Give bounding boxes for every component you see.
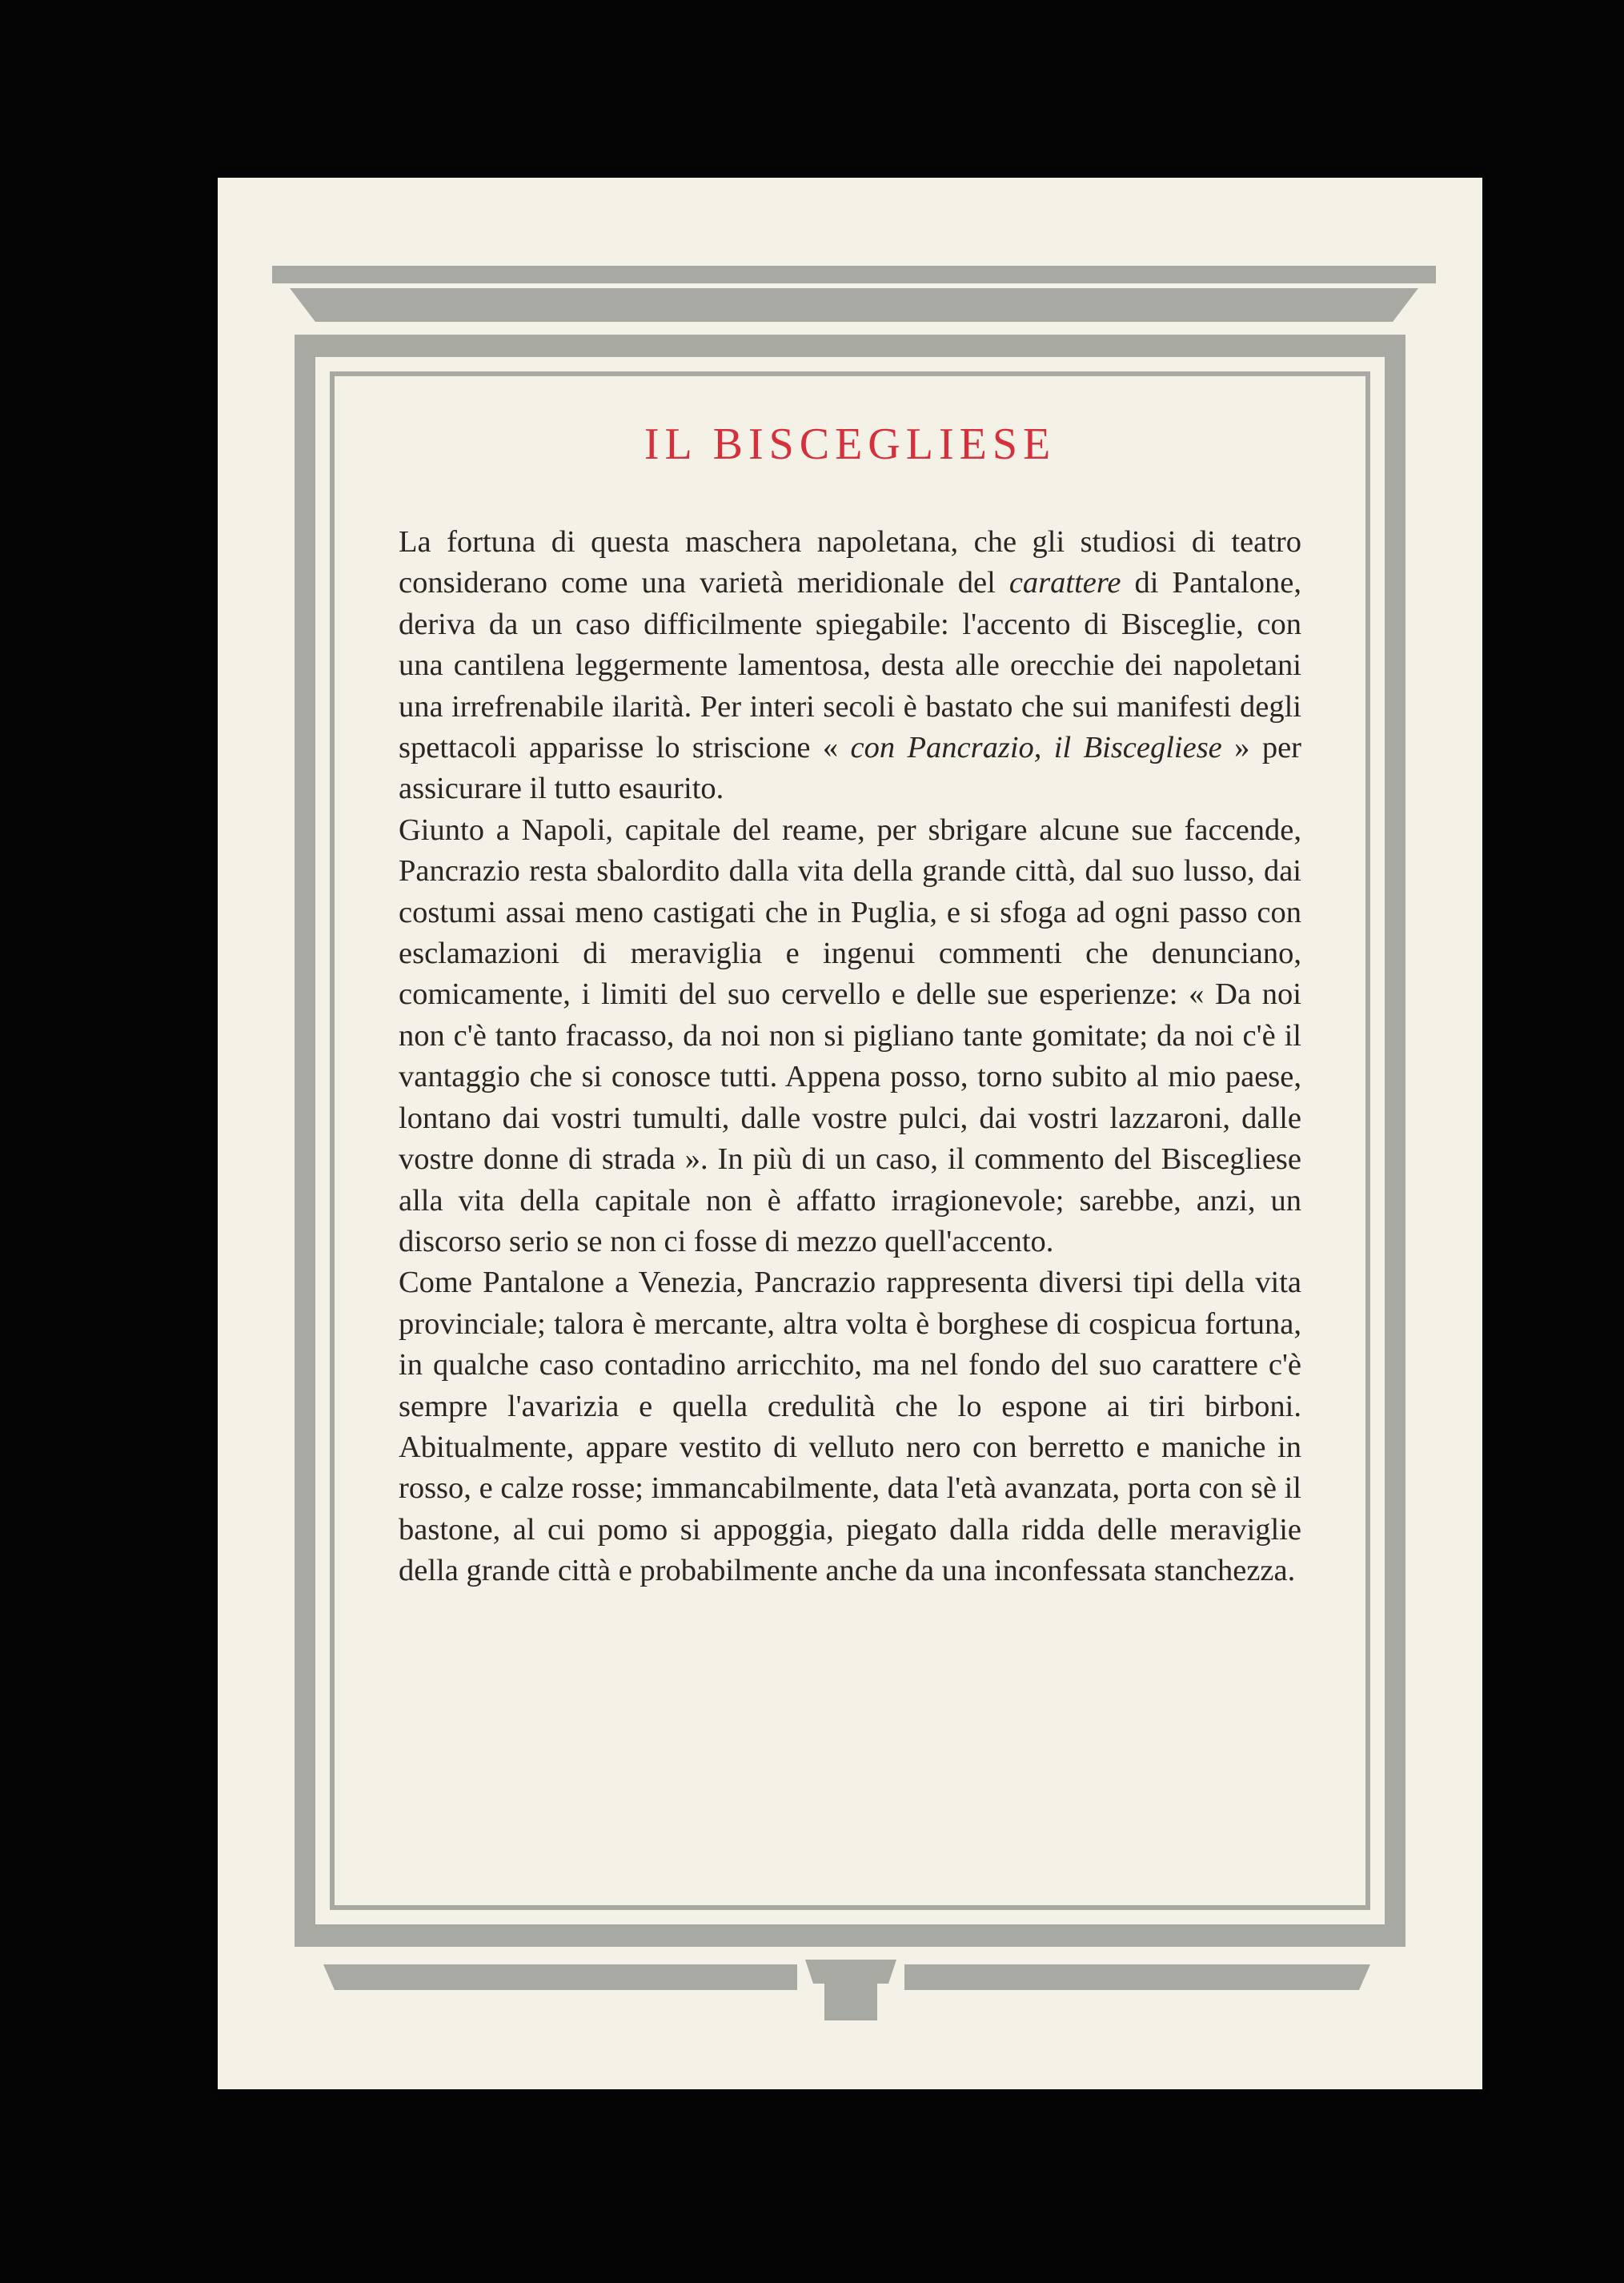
- body-paragraph: [399, 810, 1301, 1262]
- base-bar-left: [323, 1964, 797, 1990]
- body-text: [399, 522, 1301, 1592]
- text-segment: Giunto a Napoli, capitale del reame, per sbrigare alcune sue faccende, Pancrazio resta sbalordito dalla vita della grande città, dal suo lusso, dai costumi assai meno castigati che in Puglia, e si sfoga ad ogni passo con esclamazioni di meraviglia e ingenui commenti che denunciano, comicamente, i limiti del suo cervello e delle sue esperienze: « Da noi non c'è tanto fracasso, da noi non si pigliano tante gomitate; da noi c'è il vantaggio che si conosce tutti. Appena posso, torno subito al mio paese, lontano dai vostri tumulti, dalle vostre pulci, dai vostri lazzaroni, dalle vostre donne di strada ». In più di un caso, il commento del Biscegliese alla vita della capitale non è affatto irragionevole; sarebbe, anzi, un discorso serio se non ci fosse di mezzo quell'accento.: [399, 812, 1301, 1258]
- text-segment: La fortuna di questa maschera napoletana, che gli studiosi di teatro considerano come una varietà meridionale del: [399, 525, 1301, 600]
- document-card: [218, 178, 1482, 2089]
- page-title: IL BISCEGLIESE: [644, 419, 1057, 469]
- body-paragraph: [399, 1262, 1301, 1591]
- italic-text: con Pancrazio, il Biscegliese: [850, 731, 1222, 765]
- text-segment: » per assicurare il tutto esaurito.: [399, 731, 1301, 806]
- cornice-band: [290, 288, 1418, 322]
- text-segment: Come Pantalone a Venezia, Pancrazio rappresenta diversi tipi della vita provinciale; talora è mercante, altra volta è borghese di cospicua fortuna, in qualche caso contadino arricchito, ma nel fondo del suo carattere c'è sempre l'avarizia e quella credulità che lo espone ai tiri birboni. Abitualmente, appare vestito di velluto nero con berretto e maniche in rosso, e calze rosse; immancabilmente, data l'età avanzata, porta con sè il bastone, al cui pomo si appoggia, piegato dalla ridda delle meraviglie della grande città e probabilmente anche da una inconfessata stanchezza.: [399, 1266, 1301, 1588]
- text-area: [399, 418, 1301, 1592]
- italic-text: carattere: [1008, 566, 1121, 600]
- body-paragraph: [399, 522, 1301, 810]
- base-bar-right: [904, 1964, 1370, 1990]
- cornice-top-bar: [272, 266, 1436, 283]
- base-pendant: [805, 1960, 896, 2020]
- text-segment: di Pantalone, deriva da un caso difficilmente spiegabile: l'accento di Bisceglie, con una cantilena leggermente lamentosa, desta alle orecchie dei napoletani una irrefrenabile ilarità. Per interi secoli è bastato che sui manifesti degli spettacoli apparisse lo striscione «: [399, 566, 1301, 765]
